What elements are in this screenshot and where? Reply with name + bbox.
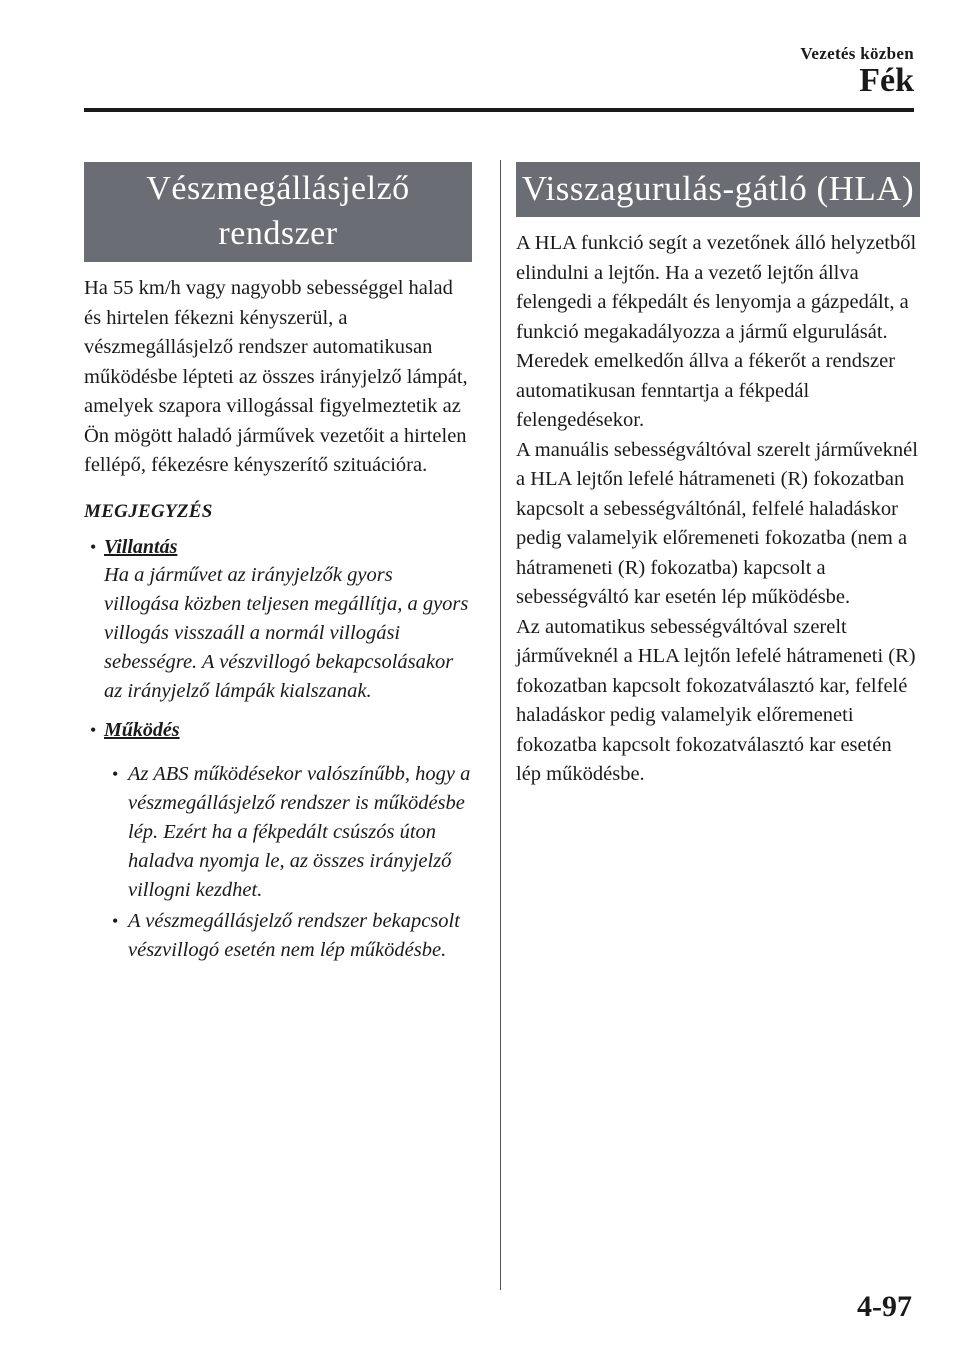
header-rule <box>84 108 914 112</box>
right-column <box>516 162 920 790</box>
hla-paragraph-3: Az automatikus sebességváltóval szerelt járműveknél a HLA lejtőn lefelé hátrameneti (R) fokozatban kapcsolt fokozatválasztó kar, felfelé haladáskor pedig valamelyik előremeneti fokozatba kapcsolt fokozatválasztó kar esetén lép működésbe. <box>516 615 916 785</box>
note-bullet-flashing <box>84 533 472 706</box>
running-header-section: Vezetés közben <box>800 44 914 63</box>
section-title-hill-launch-assist: Visszagurulás-gátló (HLA) <box>516 162 920 217</box>
note-bullet-text: Ha a járművet az irányjelzők gyors villogása közben teljesen megállítja, a gyors villogás visszaáll a normál villogási sebességre. A vészvillogó bekapcsolásakor az irányjelző lámpák kialszanak. <box>104 563 469 702</box>
page-number: 4-97 <box>857 1290 912 1323</box>
bullet-dot-icon: • <box>112 763 119 784</box>
sub-bullet-list <box>104 760 472 965</box>
hla-paragraph-1: A HLA funkció segít a vezetőnek álló helyzetből elindulni a lejtőn. Ha a vezető lejtőn állva felengedi a fékpedált és lenyomja a gázpedált, a funkció megakadályozza a jármű elgurulását. Meredek emelkedőn állva a fékerőt a rendszer automatikusan fenntartja a fékpedál felengedésekor. <box>516 232 917 431</box>
note-bullet-title: Villantás <box>104 535 178 558</box>
note-bullet-operation <box>84 716 472 965</box>
hla-paragraph-2: A manuális sebességváltóval szerelt járműveknél a HLA lejtőn lefelé hátrameneti (R) fokozatban kapcsolt a sebességváltónál, felfelé haladáskor pedig valamelyik előremeneti fokozatba (nem a hátrameneti (R) fokozatba) kapcsolt a sebességváltó kar esetén lép működésbe. <box>516 438 918 608</box>
sub-bullet-text: A vészmegállásjelző rendszer bekapcsolt vészvillogó esetén nem lép működésbe. <box>128 909 460 961</box>
note-bullet-title: Működés <box>104 718 180 741</box>
bullet-dot-icon: • <box>112 910 119 931</box>
section-title-emergency-stop-signal <box>84 162 472 262</box>
intro-paragraph: Ha 55 km/h vagy nagyobb sebességgel halad és hirtelen fékezni kényszerül, a vészmegállásjelző rendszer automatikusan működésbe lépteti az összes irányjelző lámpát, amelyek szapora villogással figyelmeztetik az Ön mögött haladó járművek vezetőit a hirtelen fellépő, fékezésre kényszerítő szituációra. <box>84 277 468 476</box>
column-divider <box>500 160 501 1290</box>
section-title-line2: rendszer <box>218 215 338 252</box>
sub-bullet-item <box>110 760 472 905</box>
bullet-dot-icon: • <box>90 536 97 557</box>
note-heading: MEGJEGYZÉS <box>84 500 213 522</box>
sub-bullet-text: Az ABS működésekor valószínűbb, hogy a vészmegállásjelző rendszer is működésbe lép. Ezért ha a fékpedált csúszós úton haladva nyomja le, az összes irányjelző villogni kezdhet. <box>128 762 471 901</box>
running-header-chapter: Fék <box>859 62 914 99</box>
left-column <box>84 162 472 967</box>
sub-bullet-item <box>110 907 472 965</box>
bullet-dot-icon: • <box>90 719 97 740</box>
section-title-line1: Vészmegállásjelző <box>146 170 410 207</box>
